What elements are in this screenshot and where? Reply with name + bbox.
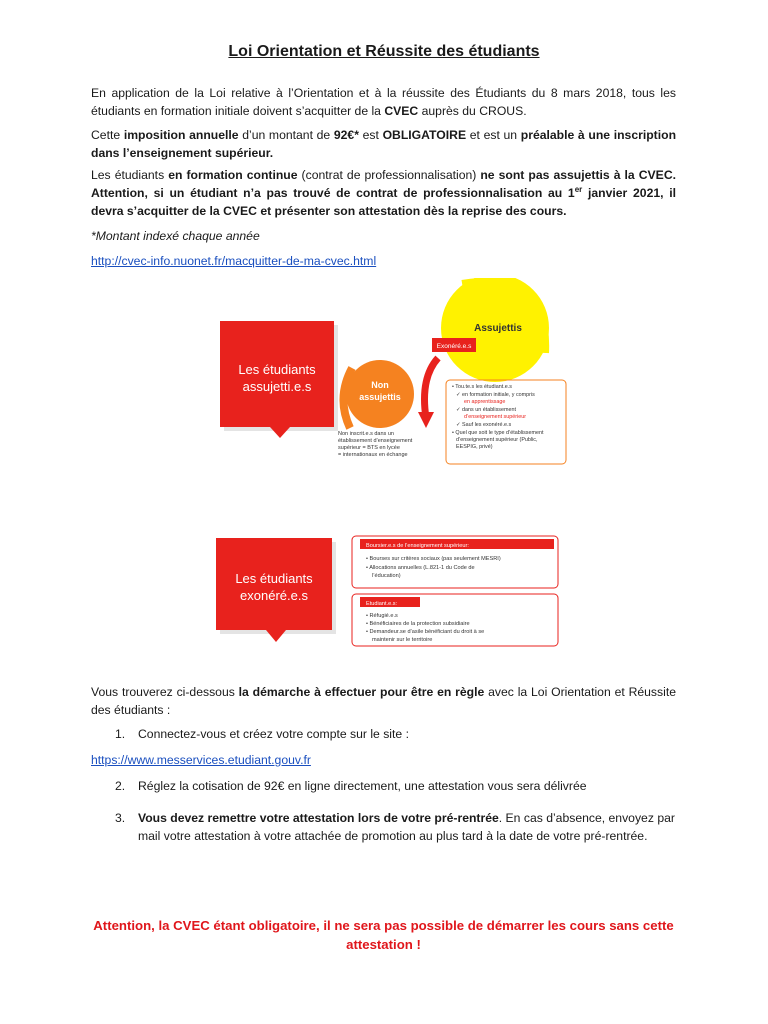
assujettis-list-line: ✓ Sauf les exonéré.e.s <box>456 422 512 428</box>
assujettis-list-line: d’enseignement supérieur <box>464 414 527 420</box>
note-montant: *Montant indexé chaque année <box>91 229 260 243</box>
p2-text: et est un <box>466 128 521 142</box>
paragraph-formation-continue <box>91 166 676 220</box>
step-3-rest: . En cas d’absence, envoyez par mail votre attestation à votre attachée de promotion au plus tard à la date de votre pré-rentrée. <box>138 811 675 843</box>
boursiers-panel-head: Boursier.e.s de l’enseignement supérieur: <box>366 543 469 549</box>
step-2-number: 2. <box>115 779 126 793</box>
p2-bold-obligatoire: OBLIGATOIRE <box>382 128 467 142</box>
assujettis-list-line: en apprentissage <box>464 399 506 405</box>
p2-text: est <box>358 128 383 142</box>
etudiants-panel-head: Etudiant.e.s: <box>366 601 398 607</box>
boursiers-line: • Allocations annuelles (L.821-1 du Code de <box>366 565 475 571</box>
non-assujettis-line2: assujettis <box>359 392 401 402</box>
assujettis-list-line: • Tou.te.s les étudiant.e.s <box>452 384 512 390</box>
p2-bold-prealable: préalable à une inscription dans l’enseignement supérieur. <box>91 128 677 160</box>
step-3-text <box>138 809 676 845</box>
step-3-number: 3. <box>115 811 126 825</box>
non-inscrit-line: Non inscrit.e.s dans un <box>338 431 394 437</box>
intro-text-end: auprès du CROUS. <box>418 104 527 118</box>
p3-sup: er <box>574 184 583 194</box>
box2-title-line1: Les étudiants <box>235 571 313 586</box>
diagram-assujettis <box>200 278 568 468</box>
page-title: Loi Orientation et Réussite des étudiants <box>228 43 540 60</box>
intro-paragraph <box>91 84 676 120</box>
p2-bold-amount: 92€* <box>333 128 359 142</box>
step-3-bold: Vous devez remettre votre attestation lors de votre pré-rentrée <box>138 811 499 825</box>
messervices-link[interactable]: https://www.messervices.etudiant.gouv.fr <box>91 753 311 767</box>
etudiants-line: • Demandeur.se d’asile bénéficiant du droit à se <box>366 629 485 635</box>
box1-title-line1: Les étudiants <box>238 362 316 377</box>
p2-text: Cette <box>91 128 124 142</box>
intro-text: En application de la Loi relative à l’Orientation et à la réussite des Étudiants du 8 mars 2018, tous les étudiants en formation initiale doivent s’acquitter de la <box>91 86 676 118</box>
assujettis-list-line: ✓ dans un établissement <box>456 407 516 413</box>
link-messervices-wrapper <box>91 751 676 769</box>
non-inscrit-line: = internationaux en échange <box>338 452 408 458</box>
boursiers-line: l’éducation) <box>372 573 401 579</box>
etudiants-line: maintenir sur le territoire <box>372 637 433 643</box>
p2-bold-imposition: imposition annuelle <box>123 128 239 142</box>
paragraph-demarche <box>91 683 676 719</box>
box1-title-line2: assujetti.e.s <box>242 379 312 394</box>
diagram-exoneres <box>204 500 564 672</box>
step-1-number: 1. <box>115 727 126 741</box>
step-1-text: Connectez-vous et créez votre compte sur le site : <box>138 727 409 741</box>
exonere-tag-label: Exonéré.e.s <box>436 343 472 350</box>
p3-bold-text-end: janvier 2021, il devra s’acquitter de la CVEC et présenter son attestation dès la reprise des cours. <box>91 186 676 218</box>
final-warning: Attention, la CVEC étant obligatoire, il ne sera pas possible de démarrer les cours sans cette attestation ! <box>93 918 674 952</box>
etudiants-line: • Bénéficiaires de la protection subsidiaire <box>366 621 470 627</box>
p4-text-end: avec la Loi Orientation et Réussite des étudiants : <box>91 685 676 717</box>
assujettis-list-line: d’enseignement supérieur (Public, <box>456 437 538 443</box>
assujettis-list-line: EESPIG, privé) <box>456 444 493 450</box>
assujettis-label: Assujettis <box>474 323 522 334</box>
non-assujettis-line1: Non <box>371 380 389 390</box>
intro-cvec: CVEC <box>384 104 419 118</box>
non-inscrit-line: établissement d’enseignement <box>338 438 413 444</box>
p4-text: Vous trouverez ci-dessous <box>91 685 239 699</box>
non-inscrit-line: supérieur = BTS en lycée <box>338 445 400 451</box>
p3-text: Les étudiants <box>91 168 169 182</box>
p3-bold-text: ne sont pas assujettis à la CVEC. Attention, si un étudiant n’a pas trouvé de contrat de professionnalisation au 1 <box>91 168 677 200</box>
box2-title-line2: exonéré.e.s <box>240 588 308 603</box>
p3-text: (contrat de professionnalisation) <box>297 168 481 182</box>
step-2-text: Réglez la cotisation de 92€ en ligne directement, une attestation vous sera délivrée <box>138 779 587 793</box>
link-cvec-wrapper <box>91 252 676 270</box>
paragraph-imposition <box>91 126 676 162</box>
assujettis-list-line: ✓ en formation initiale, y compris <box>456 392 535 398</box>
etudiants-line: • Réfugié.e.s <box>366 613 398 619</box>
boursiers-line: • Bourses sur critères sociaux (pas seulement MESRI) <box>366 556 501 562</box>
p2-text: d’un montant de <box>238 128 334 142</box>
cvec-info-link[interactable]: http://cvec-info.nuonet.fr/macquitter-de-ma-cvec.html <box>91 254 377 268</box>
assujettis-list-line: • Quel que soit le type d’établissement <box>452 430 544 436</box>
p3-bold: en formation continue <box>168 168 298 182</box>
p4-bold: la démarche à effectuer pour être en règle <box>238 685 485 699</box>
